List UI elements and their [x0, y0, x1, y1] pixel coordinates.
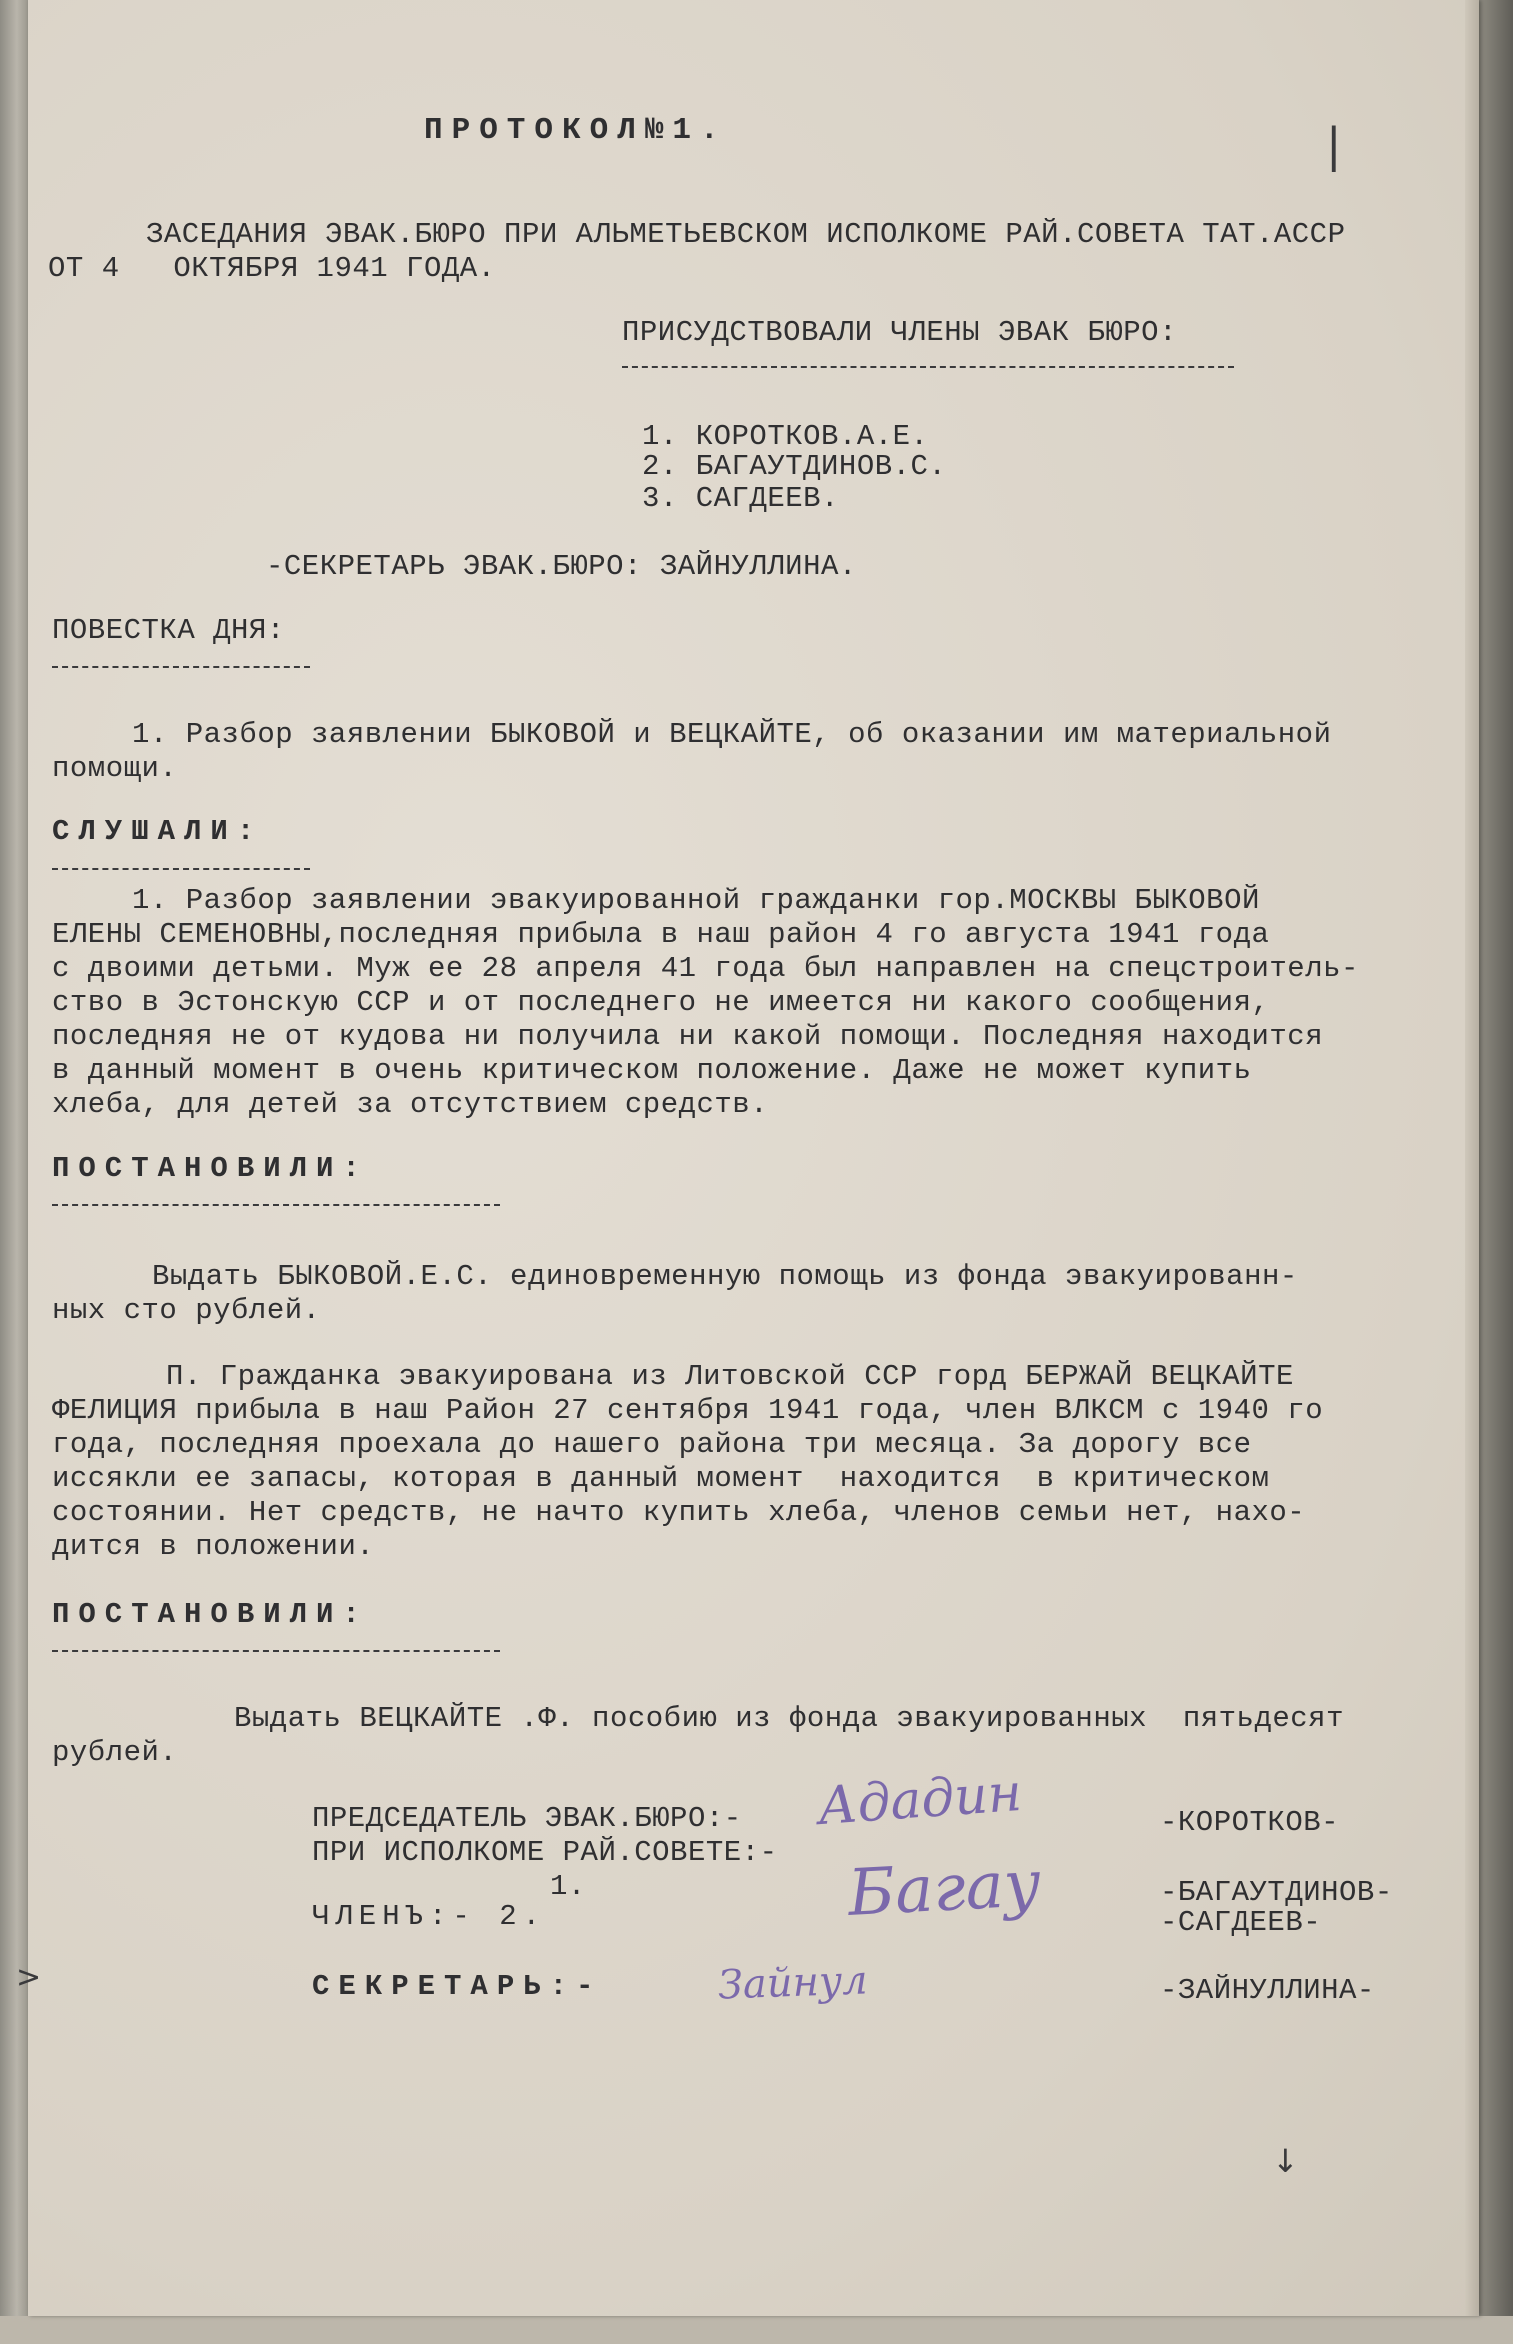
margin-bracket-mark: >: [16, 1960, 42, 1995]
decided-heading-2-underline: [52, 1650, 500, 1652]
member-label: ЧЛЕНЪ:- 2.: [312, 1900, 547, 1933]
subtitle-line-1: ЗАСЕДАНИЯ ЭВАК.БЮРО ПРИ АЛЬМЕТЬЕВСКОМ ИСПОЛКОМЕ РАЙ.СОВЕТА ТАТ.АССР: [146, 218, 1346, 251]
heard-line-3: с двоими детьми. Муж ее 28 апреля 41 года был направлен на спецстроитель-: [52, 952, 1359, 985]
member-2: 2. БАГАУТДИНОВ.С.: [642, 450, 947, 483]
heard-line-1: 1. Разбор заявлении эвакуированной гражданки гор.МОСКВЫ БЫКОВОЙ: [132, 884, 1260, 917]
agenda-heading: ПОВЕСТКА ДНЯ:: [52, 614, 285, 647]
decided-2-line-2: рублей.: [52, 1736, 178, 1769]
member-number-1: 1.: [550, 1870, 586, 1903]
heard-line-7: хлеба, для детей за отсутствием средств.: [52, 1088, 769, 1121]
right-page-edge: [1479, 0, 1513, 2344]
heard-line-5: последняя не от кудова ни получила ни какой помощи. Последняя находится: [52, 1020, 1324, 1053]
secretary-line: -СЕКРЕТАРЬ ЭВАК.БЮРО: ЗАЙНУЛЛИНА.: [266, 550, 857, 583]
chair-name: -КОРОТКОВ-: [1160, 1806, 1340, 1839]
agenda-line-1: 1. Разбор заявлении БЫКОВОЙ и ВЕЦКАЙТЕ, об оказании им материальной: [132, 718, 1332, 751]
member-3: 3. САГДЕЕВ.: [642, 482, 839, 515]
member-name-2: -САГДЕЕВ-: [1160, 1906, 1322, 1939]
agenda-heading-underline: [52, 666, 310, 668]
member-1: 1. КОРОТКОВ.А.Е.: [642, 420, 929, 453]
agenda-line-2: помощи.: [52, 752, 178, 785]
bottom-page-edge: [0, 2316, 1513, 2344]
heard-line-2: ЕЛЕНЫ СЕМЕНОВНЫ,последняя прибыла в наш район 4 го августа 1941 года: [52, 918, 1270, 951]
decided-1-line-2: ных сто рублей.: [52, 1294, 321, 1327]
decided-2-line-1: Выдать ВЕЦКАЙТЕ .Ф. пособию из фонда эвакуированных пятьдесят: [234, 1702, 1344, 1735]
decided-1-line-1: Выдать БЫКОВОЙ.Е.С. единовременную помощь из фонда эвакуированн-: [152, 1260, 1298, 1293]
secretary-signature: Зайнул: [717, 1957, 869, 2009]
member-signature: Багау: [846, 1847, 1043, 1931]
margin-pencil-mark: |: [1326, 118, 1342, 172]
member-name-1: -БАГАУТДИНОВ-: [1160, 1876, 1393, 1909]
heard-line-4: ство в Эстонскую ССР и от последнего не имеется ни какого сообщения,: [52, 986, 1270, 1019]
chair-label-1: ПРЕДСЕДАТЕЛЬ ЭВАК.БЮРО:-: [312, 1802, 742, 1835]
document-title: ПРОТОКОЛ№1.: [424, 113, 728, 148]
subtitle-line-2: ОТ 4 ОКТЯБРЯ 1941 ГОДА.: [48, 252, 496, 285]
present-heading: ПРИСУДСТВОВАЛИ ЧЛЕНЫ ЭВАК БЮРО:: [622, 316, 1177, 349]
decided-heading-1: ПОСТАНОВИЛИ:: [52, 1152, 369, 1185]
chair-label-2: ПРИ ИСПОЛКОМЕ РАЙ.СОВЕТЕ:-: [312, 1836, 778, 1869]
heard-2-line-4: иссякли ее запасы, которая в данный момент находится в критическом: [52, 1462, 1270, 1495]
document-sheet: [16, 0, 1479, 2316]
decided-heading-2: ПОСТАНОВИЛИ:: [52, 1598, 369, 1631]
chair-signature: Ададин: [816, 1762, 1024, 1838]
margin-tick-mark: ↓: [1272, 2142, 1299, 2180]
heard-2-line-6: дится в положении.: [52, 1530, 375, 1563]
heard-heading: СЛУШАЛИ:: [52, 815, 264, 848]
present-heading-underline: [622, 366, 1234, 368]
heard-2-line-2: ФЕЛИЦИЯ прибыла в наш Район 27 сентября 1941 года, член ВЛКСМ с 1940 го: [52, 1394, 1324, 1427]
heard-line-6: в данный момент в очень критическом положение. Даже не может купить: [52, 1054, 1252, 1087]
heard-heading-underline: [52, 868, 310, 870]
heard-2-line-5: состоянии. Нет средств, не начто купить хлеба, членов семьи нет, нахо-: [52, 1496, 1306, 1529]
heard-2-line-1: П. Гражданка эвакуирована из Литовской ССР горд БЕРЖАЙ ВЕЦКАЙТЕ: [166, 1360, 1294, 1393]
secretary-label: СЕКРЕТАРЬ:-: [312, 1970, 603, 2003]
heard-2-line-3: года, последняя проехала до нашего района три месяца. За дорогу все: [52, 1428, 1252, 1461]
decided-heading-1-underline: [52, 1204, 500, 1206]
sheet-right-border: [1465, 0, 1479, 2316]
secretary-name: -ЗАЙНУЛЛИНА-: [1160, 1974, 1375, 2007]
